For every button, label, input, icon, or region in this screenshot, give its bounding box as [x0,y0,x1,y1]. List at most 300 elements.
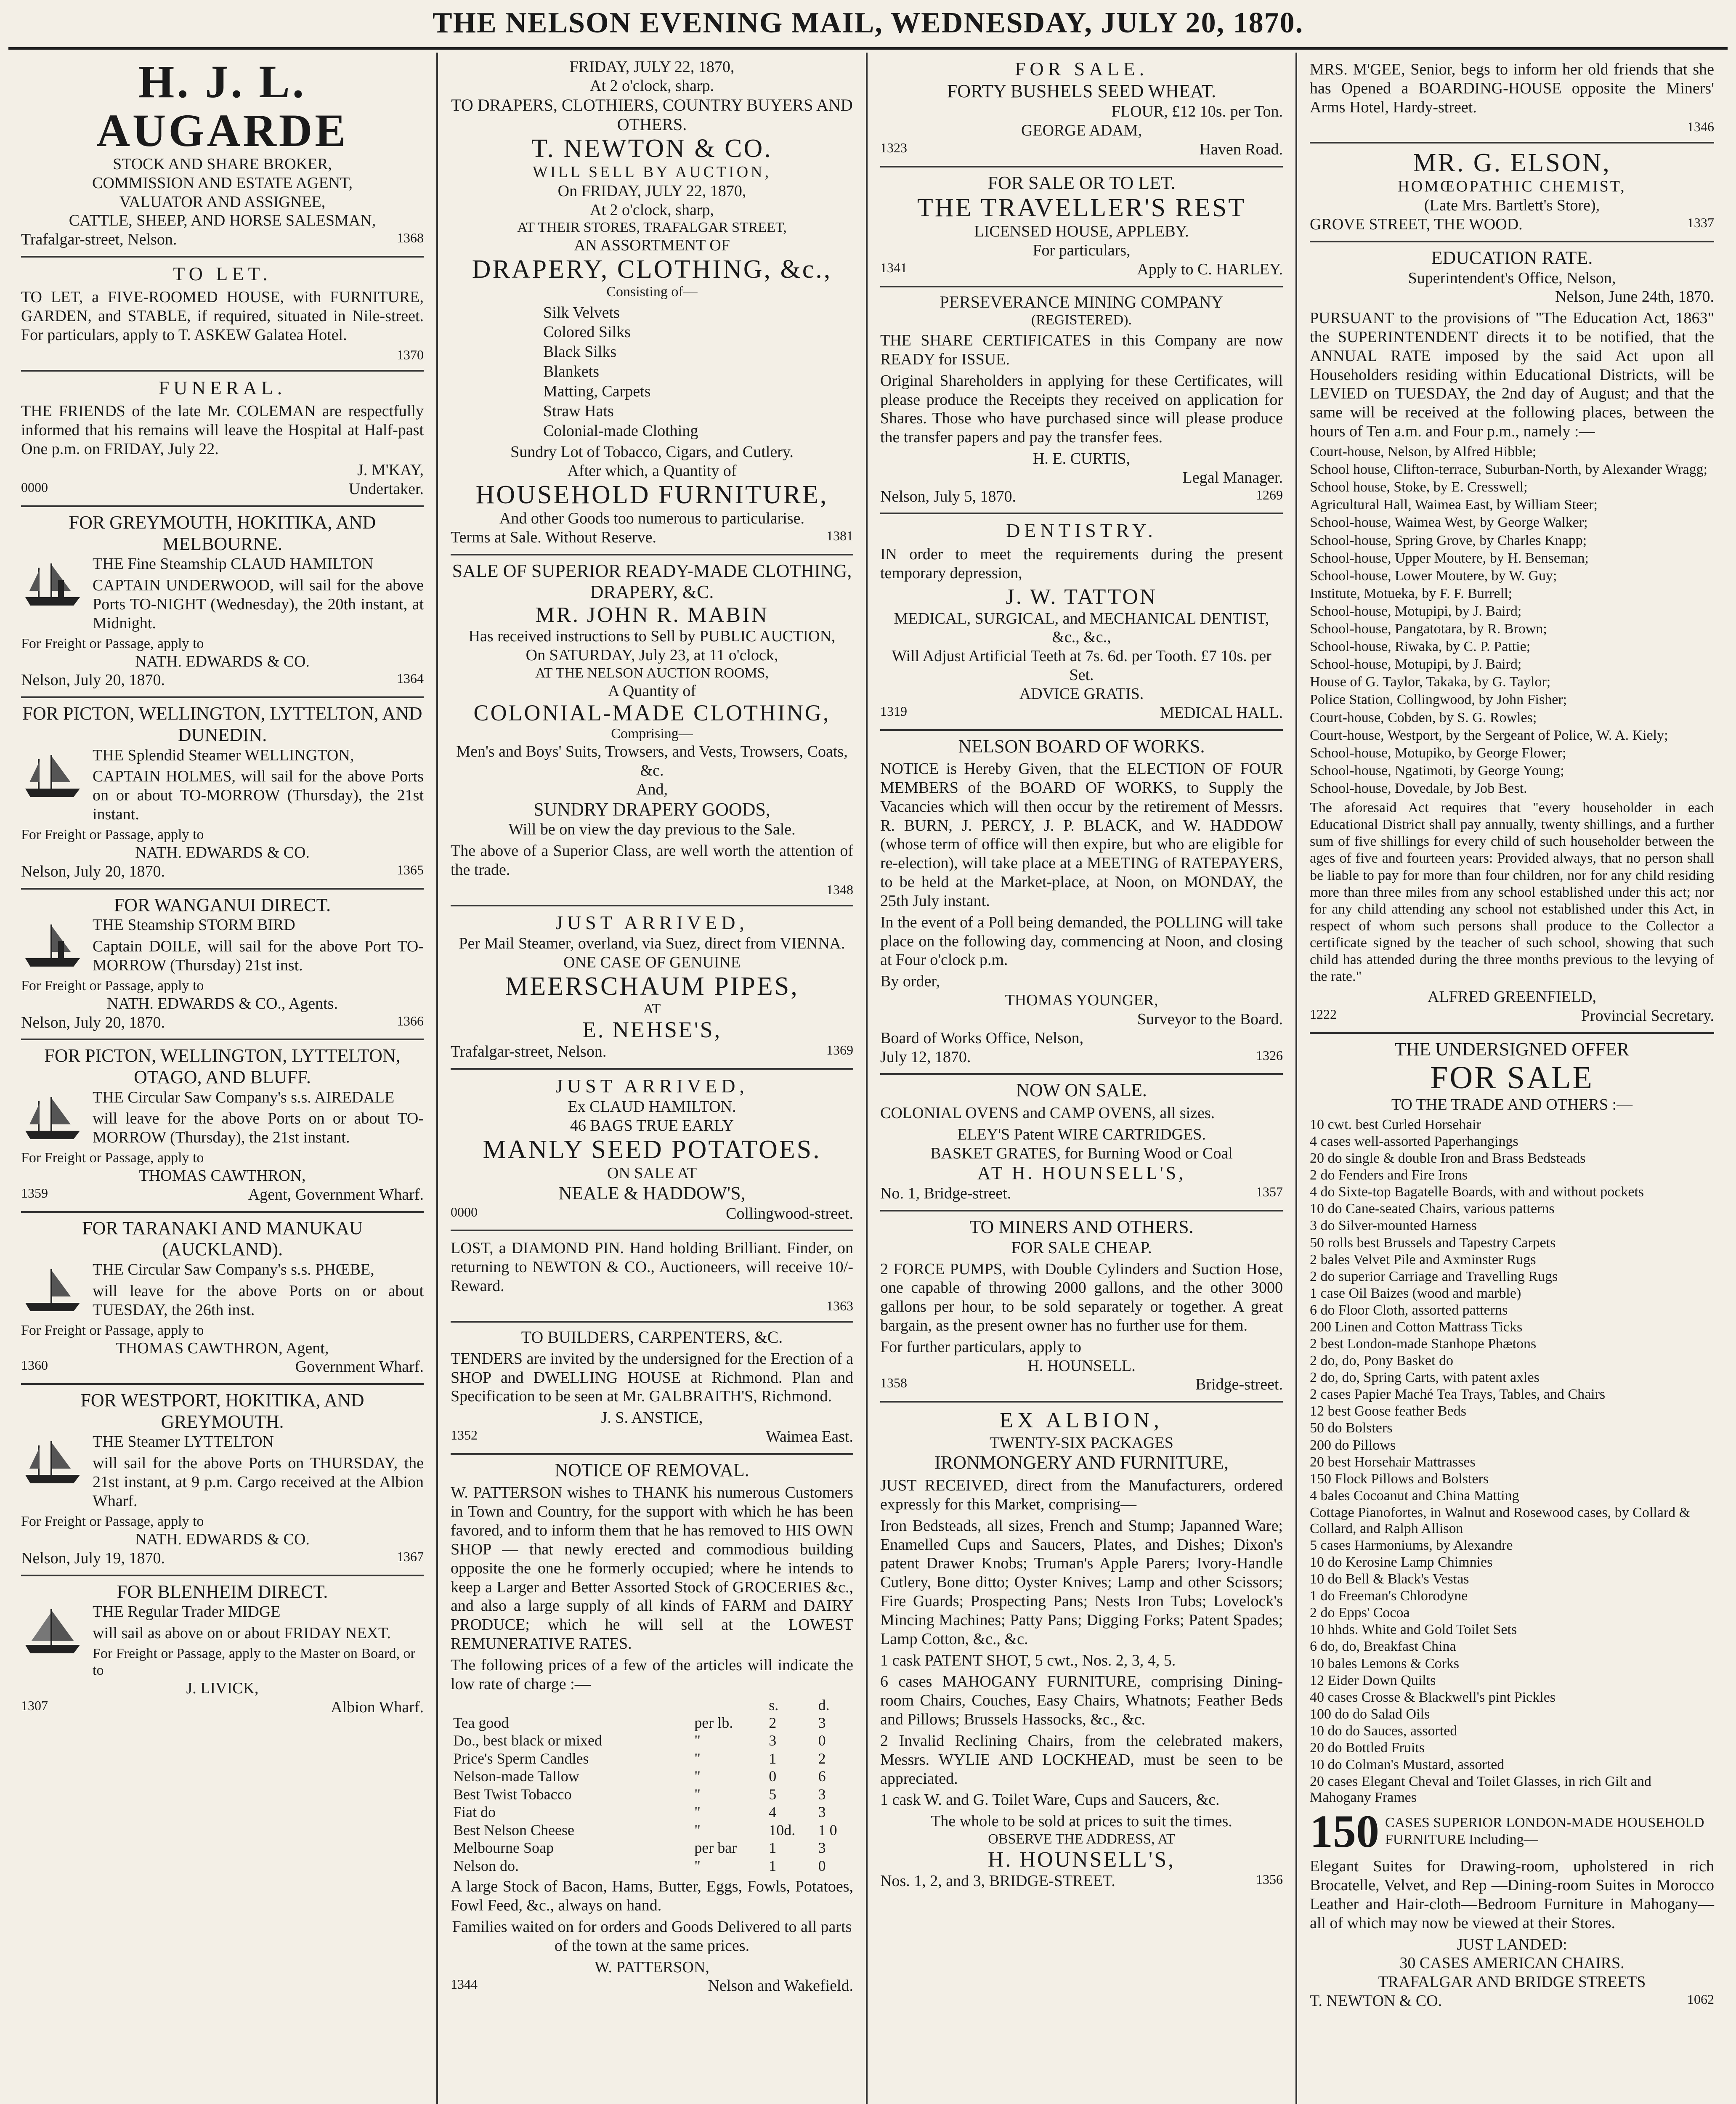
ad-line: Ex CLAUD HAMILTON. [568,1098,736,1116]
ad-heading: THE UNDERSIGNED OFFER [1394,1039,1630,1060]
ad-number: 1319 [880,703,907,719]
list-item: Court-house, Cobden, by S. G. Rowles; [1310,709,1537,725]
ad-number: 1381 [826,528,853,544]
ad-number: 1348 [826,882,853,897]
list-item: 50 do Bolsters [1310,1420,1393,1436]
ad-line: CATTLE, SHEEP, AND HORSE SALESMAN, [69,212,376,230]
price-unit: " [694,1785,701,1803]
ad-travellers-rest [880,167,1283,287]
ad-number: 1341 [880,260,907,276]
price-item: Fiat do [453,1804,496,1821]
price-unit: " [694,1804,701,1821]
list-item: 6 do, do, Breakfast China [1310,1639,1456,1655]
ad-signature: GEORGE ADAM, [1021,122,1142,139]
ad-big: THE TRAVELLER'S REST [917,194,1246,223]
ad-agent: NATH. EDWARDS & CO. [135,652,310,670]
ad-text: A large Stock of Bacon, Hams, Butter, Eggs, Fowls, Potatoes, Fowl Feed, &c., always on hand. [451,1878,853,1915]
ad-line: FORTY BUSHELS SEED WHEAT. [947,81,1216,102]
price-d: 3 [818,1714,826,1731]
ad-big: HOUSEHOLD FURNITURE, [475,481,828,510]
list-item: School-house, Riwaka, by C. P. Pattie; [1310,639,1531,655]
ad-text: In the event of a Poll being demanded, the POLLING will take place on the following day, commencing at Noon, and closing at Four o'clock p.m. [880,913,1283,969]
list-item: Black Silks [543,343,617,361]
list-item: Blankets [543,363,599,381]
list-item: 12 Eider Down Quilts [1310,1672,1436,1688]
ad-text: The above of a Superior Class, are well worth the attention of the trade. [451,842,853,879]
list-item: School-house, Pangatotara, by R. Brown; [1310,621,1547,637]
ad-date: July 12, 1870. [880,1048,971,1066]
ad-apply: For Freight or Passage, apply to [21,1322,204,1338]
list-item: School-house, Motupipi, by J. Baird; [1310,603,1522,619]
price-item: Best Nelson Cheese [453,1821,574,1838]
ad-text: Families waited on for orders and Goods Delivered to all parts of the town at the same prices. [452,1918,852,1955]
ad-text: THE FRIENDS of the late Mr. COLEMAN are respectfully informed that his remains will leave the Hospital at Half-past One p.m. on FRIDAY, July 22. [21,402,424,458]
ad-address: Trafalgar-street, Nelson. [21,231,177,249]
columns [8,53,1728,2104]
ad-line: After which, a Quantity of [567,462,737,480]
ad-text: The following prices of a few of the articles will indicate the low rate of charge :— [451,1656,853,1693]
list-item: 50 rolls best Brussels and Tapestry Carpets [1310,1235,1556,1251]
ad-miners [880,1211,1283,1403]
ad-number: 1367 [397,1549,424,1564]
list-item: Straw Hats [543,402,614,420]
ad-agent: THOMAS CAWTHRON, Agent, [116,1339,329,1357]
ad-line: TRAFALGAR AND BRIDGE STREETS [1378,1973,1646,1991]
ad-heading: NOTICE OF REMOVAL. [555,1459,749,1480]
list-item: 200 Linen and Cotton Mattrass Ticks [1310,1319,1523,1335]
sailing-ship-icon [21,1605,84,1660]
list-item: 200 do Pillows [1310,1437,1396,1453]
ad-heading: FOR PICTON, WELLINGTON, LYTTELTON, AND DUNEDIN. [22,703,422,745]
ad-heading: FOR GREYMOUTH, HOKITIKA, AND MELBOURNE. [69,512,376,554]
ad-address: GROVE STREET, THE WOOD. [1310,215,1523,234]
price-item: Tea good [453,1714,509,1731]
list-item: 4 cases well-assorted Paperhangings [1310,1134,1518,1150]
ad-apply: Apply to C. HARLEY. [1137,260,1283,279]
ad-line: MEDICAL, SURGICAL, and MECHANICAL DENTIST, &c., &c., [894,609,1269,646]
list-item: 2 do superior Carriage and Travelling Rugs [1310,1268,1558,1284]
ad-neale [451,1070,853,1231]
ad-line: TWENTY-SIX PACKAGES [990,1434,1173,1452]
ad-nehse [451,906,853,1070]
ad-heading: FOR PICTON, WELLINGTON, LYTTELTON, OTAGO, AND BLUFF. [44,1045,401,1088]
ad-title: E. NEHSE'S, [582,1017,722,1042]
list-item: 2 bales Velvet Pile and Axminster Rugs [1310,1251,1536,1267]
ad-line: (REGISTERED). [1031,312,1132,328]
ad-seed-wheat [880,53,1283,167]
ad-line: TO THE TRADE AND OTHERS :— [1391,1096,1633,1114]
ad-text: CAPTAIN HOLMES, will sail for the above Ports on or about TO-MORROW (Thursday), the 21st instant. [93,768,424,823]
ad-text: will leave for the above Ports on or about TO-MORROW (Thursday), the 21st instant. [93,1110,424,1147]
ad-heading: SALE OF SUPERIOR READY-MADE CLOTHING, DRAPERY, &C. [452,560,852,603]
ad-heading: EX ALBION, [1000,1408,1163,1433]
ad-text: W. PATTERSON wishes to THANK his numerous Customers in Town and Country, for the support with which he has been favored, and to inform them that he has removed to HIS OWN SHOP — that newly erected and commodious building opposite the one he formerly occupied; where he intends to keep a Larger and Better Assorted Stock of GROCERIES &c., and also a large supply of all kinds of FARM and DAIRY PRODUCE; which he will sell at the LOWEST REMUNERATIVE RATES. [451,1484,853,1653]
ad-number: 1062 [1687,1992,1714,2007]
steamship-icon [21,918,84,973]
price-unit: " [694,1768,701,1785]
ad-westport [21,1385,424,1576]
ship-name: THE Splendid Steamer WELLINGTON, [93,746,354,764]
column-1 [8,53,438,2104]
ad-date: Nelson, July 20, 1870. [21,1013,165,1031]
ad-heading: JUST ARRIVED, [555,911,749,933]
ad-hounsell-ovens [880,1075,1283,1211]
table-header [451,1696,853,1714]
price-item: Best Twist Tobacco [453,1785,572,1803]
ship-name: THE Steamer LYTTELTON [93,1433,274,1451]
ad-consisting: Consisting of— [606,284,698,300]
ad-big: COLONIAL-MADE CLOTHING, [473,700,831,725]
ad-line: Men's and Boys' Suits, Trowsers, and Vests, Trowsers, Coats, &c. [456,743,848,780]
list-item: School-house, Waimea West, by George Walker; [1310,515,1588,531]
list-item: 10 do Colman's Mustard, assorted [1310,1756,1505,1772]
ad-text: will leave for the above Ports on or about TUESDAY, the 26th inst. [93,1282,424,1319]
ad-line: VALUATOR AND ASSIGNEE, [119,193,326,211]
ad-blenheim [21,1576,424,1724]
ad-lost [451,1231,853,1322]
list-item: School house, Stoke, by E. Cresswell; [1310,479,1528,495]
ad-line: On SATURDAY, July 23, at 11 o'clock, [526,646,778,664]
price-d: 6 [818,1768,826,1785]
ad-text: Elegant Suites for Drawing-room, upholstered in rich Brocatelle, Velvet, and Rep —Dining-room Suites in Morocco Leather and Hair-cloth—Bedroom Furniture in Mahogany—all of which may now be viewed at their Stores. [1310,1857,1714,1932]
ad-title: J. W. TATTON [1006,585,1157,609]
list-item: School-house, Motupiko, by George Flower; [1310,745,1566,761]
ad-otago [21,1040,424,1212]
ad-number: 1370 [397,347,424,362]
ad-subheading: TO DRAPERS, CLOTHIERS, COUNTRY BUYERS AND OTHERS. [451,95,853,134]
ad-line: JUST LANDED: [1457,1935,1567,1953]
ad-line: ELEY'S Patent WIRE CARTRIDGES. [957,1125,1206,1143]
ad-number: 1369 [826,1042,853,1058]
list-item: Colonial-made Clothing [543,422,698,440]
price-item: Do., best black or mixed [453,1732,602,1749]
list-item: 20 do single & double Iron and Brass Bedsteads [1310,1150,1586,1166]
ad-heading: FOR TARANAKI AND MANUKAU (AUCKLAND). [82,1217,363,1260]
masthead: THE NELSON EVENING MAIL, WEDNESDAY, JULY 20, 1870. [432,7,1304,39]
ad-address: No. 1, Bridge-street. [880,1185,1011,1203]
list-item: Court-house, Westport, by the Sergeant of Police, W. A. Kiely; [1310,727,1668,743]
list-item: 6 cases MAHOGANY FURNITURE, comprising Dining-room Chairs, Couches, Easy Chairs, Whatnots; Feather Beds and Pillows; Brussels Hassocks, &c., &c. [880,1673,1283,1729]
list-item: Matting, Carpets [543,382,651,400]
ad-number: 1368 [397,230,424,246]
ad-number: 1365 [397,862,424,877]
ad-greymouth [21,507,424,698]
ad-big: MANLY SEED POTATOES. [483,1135,821,1164]
ad-text: TENDERS are invited by the undersigned for the Erection of a SHOP and DWELLING HOUSE at Richmond. Plan and Specification to be seen at Mr. GALBRAITH'S, Richmond. [451,1350,853,1405]
ad-number: 1269 [1256,487,1283,502]
ad-address: Nos. 1, 2, and 3, BRIDGE-STREET. [880,1872,1115,1890]
ad-agent: THOMAS CAWTHRON, [139,1167,306,1185]
ad-mabin [451,555,853,906]
price-unit: " [694,1732,701,1749]
ad-line: On FRIDAY, JULY 22, 1870, [557,182,746,200]
column-3 [868,53,1297,2104]
ad-line: 46 BAGS TRUE EARLY [570,1117,734,1135]
price-s: 5 [769,1785,777,1803]
ad-picton [21,698,424,889]
list-item: 2 best London-made Stanhope Phætons [1310,1336,1537,1352]
table-row [451,1785,853,1803]
ad-signature: J. S. ANSTICE, [601,1409,703,1427]
ad-text: will sail as above on or about FRIDAY NEXT. [93,1624,391,1642]
ad-date: Nelson, July 19, 1870. [21,1549,165,1567]
price-unit: per bar [694,1839,737,1857]
ad-time: At 2 o'clock, sharp. [590,77,714,95]
ad-role: Undertaker. [348,480,424,498]
list-item: 12 best Goose feather Beds [1310,1403,1467,1419]
ad-line: Has received instructions to Sell by PUBLIC AUCTION, [468,627,836,646]
ad-apply: For Freight or Passage, apply to [21,635,204,651]
ad-date: Nelson, June 24th, 1870. [1555,288,1714,306]
steamship-icon [21,1263,84,1318]
ad-line: AT THE NELSON AUCTION ROOMS, [535,665,769,681]
ad-apply: For Freight or Passage, apply to [21,1150,204,1166]
ad-line: A Quantity of [608,682,696,700]
list-item: School-house, Spring Grove, by Charles Knapp; [1310,532,1587,548]
price-unit: " [694,1821,701,1838]
ad-place: Nelson and Wakefield. [708,1977,853,1995]
ad-line: ADVICE GRATIS. [1019,685,1144,703]
ad-signature: H. HOUNSELL. [1027,1357,1136,1375]
ad-text: JUST RECEIVED, direct from the Manufacturers, ordered expressly for this Market, comprising— [880,1477,1283,1513]
ad-education-rate [1310,242,1714,1034]
price-s: 1 [769,1750,777,1767]
ad-board-of-works [880,731,1283,1075]
steamship-icon [21,1435,84,1490]
ad-big: DRAPERY, CLOTHING, &c., [472,255,832,284]
price-item: Nelson-made Tallow [453,1768,579,1785]
ad-to-let [21,258,424,372]
ad-number: 1346 [1687,119,1714,135]
list-item: School-house, Dovedale, by Job Best. [1310,781,1527,797]
steamship-icon [21,557,84,612]
list-item: School-house, Lower Moutere, by W. Guy; [1310,568,1557,584]
ad-agent: NATH. EDWARDS & CO. [135,1530,310,1548]
list-item: Court-house, Nelson, by Alfred Hibble; [1310,444,1537,460]
ad-signature: T. NEWTON & CO. [1310,1992,1442,2010]
list-item: 5 cases Harmoniums, by Alexandre [1310,1537,1513,1553]
ad-heading: NOW ON SALE. [1016,1080,1147,1101]
ad-place: Waimea East. [766,1427,853,1445]
list-item: 3 do Silver-mounted Harness [1310,1218,1477,1234]
ad-number: 1352 [451,1427,478,1443]
ship-name: THE Circular Saw Company's s.s. AIREDALE [93,1088,395,1106]
ship-name: THE Regular Trader MIDGE [93,1603,281,1621]
table-row [451,1732,853,1749]
ad-apply: For Freight or Passage, apply to [21,1513,204,1529]
list-item: 10 cwt. best Curled Horsehair [1310,1117,1481,1133]
ad-role: Albion Wharf. [331,1698,424,1716]
list-item: 1 cask PATENT SHOT, 5 cwt., Nos. 2, 3, 4, 5. [880,1651,1176,1669]
table-row [451,1839,853,1857]
price-table [451,1696,853,1875]
ad-address: Collingwood-street. [726,1204,853,1222]
ad-line: ON SALE AT [607,1164,697,1182]
list-item: House of G. Taylor, Takaka, by G. Taylor; [1310,674,1551,690]
price-s: 1 [769,1839,777,1857]
price-item: Melbourne Soap [453,1839,554,1857]
ad-number: 1307 [21,1698,48,1713]
ad-title: AT H. HOUNSELL'S, [977,1163,1186,1184]
ad-number: 1326 [1256,1047,1283,1063]
ad-line: HOMŒOPATHIC CHEMIST, [1398,178,1626,196]
ad-text: PURSUANT to the provisions of "The Education Act, 1863" the SUPERINTENDENT directs it to be notified, that the ANNUAL RATE imposed by the said Act upon all Householders residing within Educational Districts, will be LEVIED on TUESDAY, the 2nd day of August; and that the same will be received at the following places, between the hours of Ten a.m. and Four p.m., namely :— [1310,309,1714,441]
ad-number: 1359 [21,1185,48,1201]
list-item: 10 do Kerosine Lamp Chimnies [1310,1554,1493,1570]
ad-text: TO LET, a FIVE-ROOMED HOUSE, with FURNITURE, GARDEN, and STABLE, if required, situated in Nile-street. For particulars, apply to T. ASKEW Galatea Hotel. [21,288,424,344]
list-item: School-house, Ngatimoti, by George Young; [1310,762,1564,778]
ad-newton-auction [451,53,853,555]
price-item: Nelson do. [453,1857,519,1874]
list-item: 4 do Sixte-top Bagatelle Boards, with and without pockets [1310,1184,1644,1200]
ad-heading: PERSEVERANCE MINING COMPANY [940,292,1224,311]
ad-newton-offer [1310,1034,1714,2017]
price-unit: " [694,1857,701,1874]
price-d: 0 [818,1732,826,1749]
ad-line: At 2 o'clock, sharp, [590,201,714,219]
ad-heading: DENTISTRY. [1006,520,1157,542]
list-item: 10 bales Lemons & Corks [1310,1655,1460,1671]
column-4 [1297,53,1727,2104]
list-item: 2 do Fenders and Fire Irons [1310,1167,1468,1183]
ad-number: 1344 [451,1976,478,1992]
list-item: 10 hhds. White and Gold Toilet Sets [1310,1622,1517,1638]
ad-line: Superintendent's Office, Nelson, [1408,269,1616,287]
masthead-rule [8,47,1728,50]
list-item: School house, Clifton-terrace, Suburban-North, by Alexander Wragg; [1310,462,1708,478]
ad-date: FRIDAY, JULY 22, 1870, [569,58,735,76]
ad-signature: THOMAS YOUNGER, [1005,991,1158,1009]
list-item: 4 bales Cocoanut and China Matting [1310,1488,1519,1504]
ad-heading: FOR WESTPORT, HOKITIKA, AND GREYMOUTH. [80,1390,364,1432]
ad-big: SUNDRY DRAPERY GOODS, [534,799,770,820]
column-2 [438,53,868,2104]
table-row [451,1714,853,1732]
ad-patterson [451,1455,853,2002]
ad-line: CASES SUPERIOR LONDON-MADE HOUSEHOLD FURNITURE Including— [1385,1815,1704,1848]
price-unit: d. [818,1696,830,1713]
ad-line: (Late Mrs. Bartlett's Store), [1424,197,1600,215]
price-unit: s. [769,1696,779,1713]
ad-heading: FOR BLENHEIM DIRECT. [117,1581,328,1602]
ad-line: AT [643,1001,661,1017]
ad-heading: FOR SALE. [1014,58,1149,80]
steamship-icon [21,1091,84,1145]
ad-text: IN order to meet the requirements during the present temporary depression, [880,545,1283,582]
ad-apply: For Freight or Passage, apply to [21,978,204,994]
ad-line: Will be on view the day previous to the Sale. [508,821,796,839]
ad-elson [1310,143,1714,242]
ad-agent: NATH. EDWARDS & CO. [135,843,310,861]
ad-text: will sail for the above Ports on THURSDAY, the 21st instant, at 9 p.m. Cargo received at the Albion Wharf. [93,1454,424,1510]
ad-text: MRS. M'GEE, Senior, begs to inform her old friends that she has Opened a BOARDING-HOUSE opposite the Miners' Arms Hotel, Hardy-street. [1310,61,1714,116]
table-row [451,1803,853,1821]
list-item: Iron Bedsteads, all sizes, French and Stump; Japanned Ware; Enamelled Cups and Saucers, Plates, and Dishes; Dixon's patent Drawer Knobs; Truman's Apple Parers; Ivory-Handle Cutlery, Bone ditto; Oyster Knives; Lamp and other Scissors; Fire Guards; Prospecting Pans; Nests Iron Tubs; Lovelock's Mincing Machines; Patty Pans; Digging Forks; Patent Spades; Lamp Cotton, &c., &c. [880,1517,1283,1648]
ad-line: Will Adjust Artificial Teeth at 7s. 6d. per Tooth. £7 10s. per Set. [892,647,1271,684]
ad-line: And, [636,780,668,798]
ship-name: THE Fine Steamship CLAUD HAMILTON [93,555,374,573]
price-d: 0 [818,1857,826,1874]
ad-number: 1356 [1256,1872,1283,1887]
list-item: School-house, Upper Moutere, by H. Benseman; [1310,550,1589,566]
ad-number: 0000 [451,1204,478,1219]
ad-number: 1364 [397,671,424,686]
list-item: Institute, Motueka, by F. F. Burrell; [1310,585,1512,601]
ad-text: CAPTAIN UNDERWOOD, will sail for the above Ports TO-NIGHT (Wednesday), the 20th instant, at Midnight. [93,576,424,632]
ad-line: Comprising— [611,726,693,742]
ad-heading: EDUCATION RATE. [1431,247,1593,268]
list-item: 150 Flock Pillows and Bolsters [1310,1471,1489,1487]
price-d: 3 [818,1839,826,1857]
ad-heading: FOR WANGANUI DIRECT. [114,894,331,915]
list-item: 2 Invalid Reclining Chairs, from the celebrated makers, Messrs. WYLIE AND LOCKHEAD, must be seen to be appreciated. [880,1732,1283,1788]
table-row [451,1821,853,1839]
ad-funeral [21,372,424,507]
ad-mining [880,287,1283,515]
list-item: 10 do Bell & Black's Vestas [1310,1571,1469,1587]
ad-signature: H. E. CURTIS, [1033,450,1130,468]
ad-heading: TO MINERS AND OTHERS. [969,1216,1194,1237]
ad-role: Agent, Government Wharf. [248,1186,424,1204]
ad-text: NOTICE is Hereby Given, that the ELECTION OF FOUR MEMBERS of the BOARD OF WORKS, to Supply the Vacancies which will then occur by the retirement of Messrs. R. BURN, J. PERCY, J. P. BLACK, and W. HADDOW (whose term of office will then expire, but who are eligible for re-election), will take place at a MEETING of RATEPAYERS, to be held at the Market-place, at Noon, on MONDAY, the 25th July instant. [880,760,1283,910]
ad-heading: JUST ARRIVED, [555,1075,749,1097]
price-s: 4 [769,1804,777,1821]
ad-heading: FUNERAL. [158,377,287,398]
price-d: 3 [818,1804,826,1821]
ad-agent: NATH. EDWARDS & CO., Agents. [107,994,338,1012]
ad-big: FOR SALE [1430,1060,1594,1095]
ad-apply: For further particulars, apply to [880,1338,1082,1356]
list-item: Cottage Pianofortes, in Walnut and Rosewood cases, by Collard & Collard, and Ralph Allison [1310,1504,1691,1536]
ad-apply: For Freight or Passage, apply to the Master on Board, or to [93,1645,415,1678]
ad-title: H. HOUNSELL'S, [987,1848,1176,1872]
ad-role: Surveyor to the Board. [1137,1010,1283,1028]
ad-number: 0000 [21,480,48,495]
list-item: 6 do Floor Cloth, assorted patterns [1310,1302,1508,1318]
ad-number: 1363 [826,1298,853,1313]
ad-text: 2 FORCE PUMPS, with Double Cylinders and Suction Hose, one capable of throwing 2000 gallons, and the other 3000 gallons per hour, to be sold separately or together. A great bargain, as the present owner has no further use for them. [880,1260,1283,1334]
ad-text: COLONIAL OVENS and CAMP OVENS, all sizes. [880,1104,1215,1122]
ad-signature: ALFRED GREENFIELD, [1427,988,1597,1006]
ad-text: Original Shareholders in applying for these Certificates, will please produce the Receipts they received on application for Shares. Those who have purchased since will please produce the transfer papers and pay the transfer fees. [880,372,1283,446]
ad-line: By order, [880,972,940,991]
ad-builders [451,1323,853,1455]
ad-augarde [21,53,424,258]
list-item: 1 cask W. and G. Toilet Ware, Cups and Saucers, &c. [880,1791,1220,1809]
ad-title: H. J. L. AUGARDE [96,56,348,156]
ad-wanganui [21,890,424,1041]
price-s: 0 [769,1768,777,1785]
table-row [451,1857,853,1875]
ad-address: Haven Road. [1199,140,1283,158]
ad-title: NEALE & HADDOW'S, [558,1183,746,1204]
ad-heading: TO LET. [173,263,272,285]
ad-heading: NELSON BOARD OF WORKS. [958,736,1205,757]
ad-date: Nelson, July 20, 1870. [21,862,165,880]
ad-address: Bridge-street. [1195,1376,1283,1394]
ad-agent: J. LIVICK, [186,1679,259,1698]
ad-line: And other Goods too numerous to particularise. [499,510,805,528]
price-d: 2 [818,1750,826,1767]
ad-number: 1358 [880,1375,907,1391]
list-item: 2 do, do, Spring Carts, with patent axles [1310,1370,1540,1386]
ad-text: LOST, a DIAMOND PIN. Hand holding Brilliant. Finder, on returning to NEWTON & CO., Auctioneers, will receive 10/- Reward. [451,1239,853,1295]
list-item: 10 do do Sauces, assorted [1310,1723,1457,1739]
ad-number: 1222 [1310,1007,1337,1022]
ad-line: LICENSED HOUSE, APPLEBY. [974,223,1189,241]
ad-heading: TO BUILDERS, CARPENTERS, &C. [521,1327,783,1347]
ad-line: FLOUR, £12 10s. per Ton. [1111,103,1283,121]
